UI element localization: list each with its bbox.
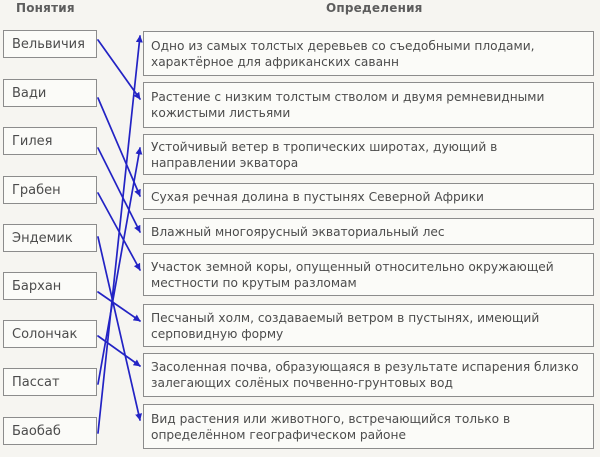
term-solonchak: Солончак — [3, 320, 97, 348]
term-vadi: Вади — [3, 79, 97, 107]
definitions-header: Определения — [326, 1, 423, 15]
concepts-header: Понятия — [16, 1, 75, 15]
term-endemik: Эндемик — [3, 224, 97, 252]
term-gileya: Гилея — [3, 127, 97, 155]
definition-solonchak — [143, 353, 594, 397]
definition-vadi — [143, 183, 594, 210]
match-arrow — [98, 237, 140, 420]
definition-passat — [143, 134, 594, 175]
definition-text: Вид растения или животного, встречающийся только в определённом географическом районе — [151, 411, 511, 442]
definition-velvichiya — [143, 82, 594, 128]
term-passat: Пассат — [3, 368, 97, 396]
term-barkhan: Бархан — [3, 272, 97, 300]
term-velvichiya: Вельвичия — [3, 30, 97, 58]
definition-text: Участок земной коры, опущенный относительно окружающей местности по крутым разломам — [151, 259, 554, 290]
definition-text: Песчаный холм, создаваемый ветром в пустынях, имеющий серповидную форму — [151, 310, 540, 341]
match-arrow — [98, 148, 140, 384]
definition-text: Растение с низким толстым стволом и двумя ремневидными кожистыми листьями — [151, 90, 545, 120]
definition-endemik — [143, 404, 594, 449]
definition-barkhan — [143, 304, 594, 347]
match-arrow — [98, 36, 140, 433]
definition-gileya — [143, 218, 594, 245]
definition-baobab — [143, 31, 594, 76]
match-arrow — [98, 193, 140, 270]
match-arrow — [98, 336, 140, 366]
definition-text: Влажный многоярусный экваториальный лес — [151, 224, 445, 239]
match-arrow — [98, 292, 140, 321]
term-graben: Грабен — [3, 176, 97, 204]
match-arrow — [98, 148, 140, 232]
definition-text: Одно из самых толстых деревьев со съедобными плодами, характёрное для африканских саванн — [151, 38, 535, 69]
match-arrow — [98, 98, 140, 196]
term-baobab: Баобаб — [3, 417, 97, 445]
definition-graben — [143, 253, 594, 296]
match-arrow — [98, 40, 140, 99]
definition-text: Сухая речная долина в пустынях Северной Африки — [151, 189, 484, 204]
definition-text: Засоленная почва, образующаяся в результате испарения близко залегающих солёных почвенно-грунтовых вод — [151, 360, 579, 390]
definition-text: Устойчивый ветер в тропических широтах, дующий в направлении экватора — [151, 139, 498, 170]
